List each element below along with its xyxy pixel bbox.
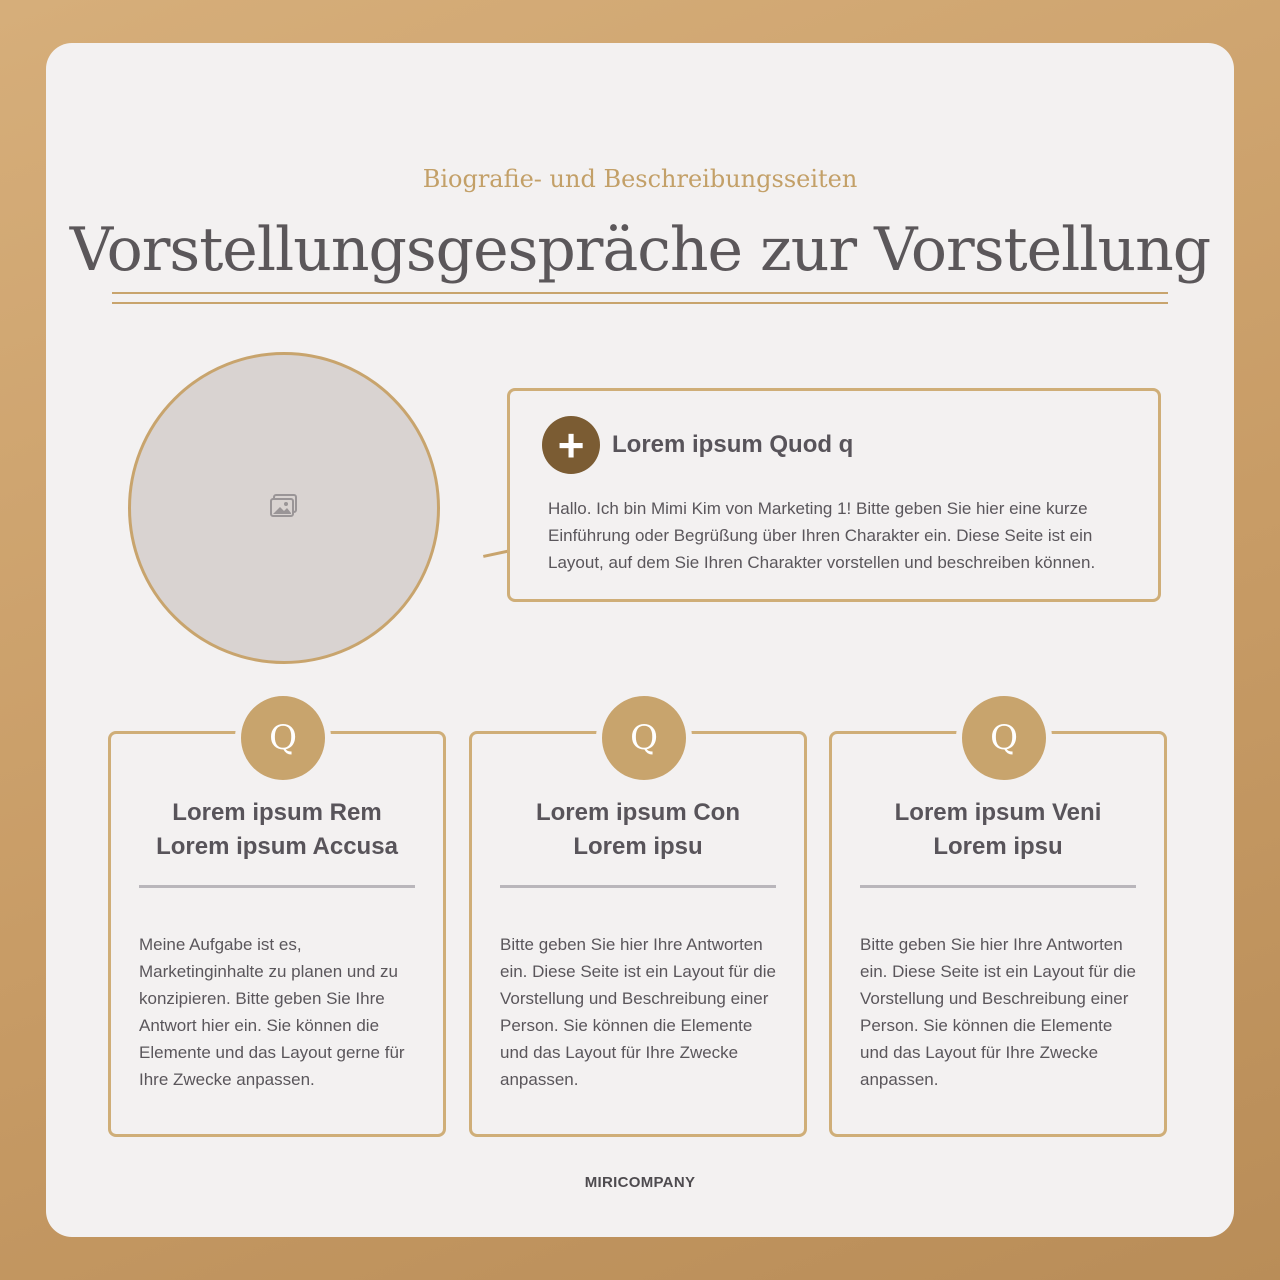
question-card-3 <box>829 718 1167 1137</box>
plus-icon[interactable]: + <box>542 416 600 474</box>
question-heading-line2: Lorem ipsu <box>933 833 1063 860</box>
company-footer: MIRICOMPANY <box>584 1174 696 1191</box>
page-title: Vorstellungsgespräche zur Vorstellung <box>69 215 1211 285</box>
question-heading-line1: Lorem ipsum Con <box>535 799 740 826</box>
question-divider <box>500 885 776 888</box>
question-divider <box>860 885 1136 888</box>
question-heading <box>121 796 433 864</box>
intro-text: Hallo. Ich bin Mimi Kim von Marketing 1! Bitte geben Sie hier eine kurze Einführung oder Begrüßung über Ihren Charakter ein. Diese Seite ist ein Layout, auf dem Sie Ihren Charakter vorstellen und beschreiben können. <box>548 499 1096 572</box>
title-divider-top <box>112 292 1168 294</box>
question-heading-line2: Lorem ipsu <box>573 833 703 860</box>
title-divider-bottom <box>112 302 1168 304</box>
page-subtitle: Biografie- und Beschreibungsseiten <box>422 165 858 193</box>
q-badge: Q <box>956 690 1052 786</box>
intro-box <box>507 388 1161 602</box>
question-heading <box>482 796 794 864</box>
question-heading-line2: Lorem ipsum Accusa <box>156 833 398 860</box>
page-card <box>46 43 1234 1237</box>
question-heading-line1: Lorem ipsum Rem <box>172 799 382 826</box>
question-card-2 <box>469 718 807 1137</box>
image-placeholder-icon <box>269 494 299 523</box>
question-heading <box>842 796 1154 864</box>
profile-photo-placeholder[interactable] <box>128 352 440 664</box>
question-divider <box>139 885 415 888</box>
question-card-1 <box>108 718 446 1137</box>
intro-heading: Lorem ipsum Quod q <box>612 431 854 458</box>
q-badge: Q <box>596 690 692 786</box>
question-answer: Meine Aufgabe ist es, Marketinginhalte zu planen und zu konzipieren. Bitte geben Sie Ihre Antwort hier ein. Sie können die Elemente und das Layout gerne für Ihre Zwecke anpassen. <box>139 935 405 1089</box>
question-heading-line1: Lorem ipsum Veni <box>894 799 1102 826</box>
question-answer: Bitte geben Sie hier Ihre Antworten ein. Diese Seite ist ein Layout für die Vorstellung und Beschreibung einer Person. Sie können die Elemente und das Layout für Ihre Zwecke anpassen. <box>860 935 1136 1089</box>
q-badge: Q <box>235 690 331 786</box>
question-answer: Bitte geben Sie hier Ihre Antworten ein. Diese Seite ist ein Layout für die Vorstellung und Beschreibung einer Person. Sie können die Elemente und das Layout für Ihre Zwecke anpassen. <box>500 935 776 1089</box>
